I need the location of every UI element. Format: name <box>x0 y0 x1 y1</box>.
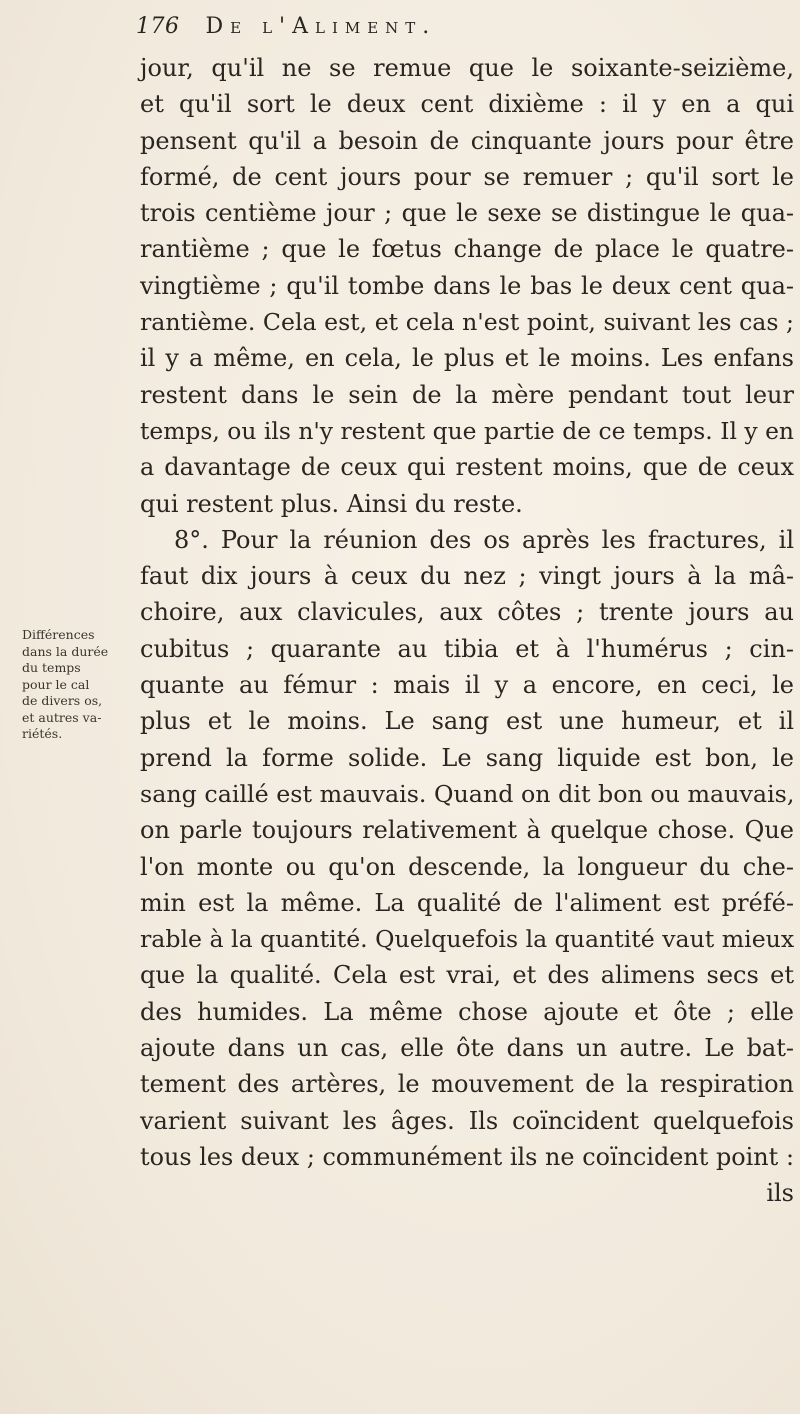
text-line: plus et le moins. Le sang est une humeur, et il <box>140 707 794 736</box>
text-line: 8°. Pour la réunion des os après les fractures, il <box>174 525 794 554</box>
text-line: tous les deux ; communément ils ne coïncident point : <box>140 1142 794 1171</box>
text-line: qui restent plus. Ainsi du reste. <box>140 489 523 518</box>
margin-note-line: et autres va- <box>22 709 102 725</box>
margin-note <box>22 627 134 743</box>
margin-note-line: riétés. <box>22 726 63 741</box>
text-line: trois centième jour ; que le sexe se distingue le qua- <box>140 199 794 228</box>
text-line: sang caillé est mauvais. Quand on dit bon ou mauvais, <box>140 779 795 808</box>
text-line: on parle toujours relativement à quelque chose. Que <box>140 816 794 845</box>
text-line: a davantage de ceux qui restent moins, que de ceux <box>140 453 794 482</box>
page-header <box>136 14 736 48</box>
text-line: rantième. Cela est, et cela n'est point, suivant les cas ; <box>140 308 794 337</box>
margin-note-line: de divers os, <box>22 693 103 708</box>
body-text <box>140 50 794 1212</box>
running-title: De l'Aliment. <box>205 14 437 39</box>
margin-note-line: pour le cal <box>22 676 90 692</box>
margin-note-line: dans la durée <box>22 643 109 659</box>
text-line: jour, qu'il ne se remue que le soixante-seizième, <box>140 54 794 82</box>
page-number: 176 <box>136 14 180 39</box>
text-line: il y a même, en cela, le plus et le moins. Les enfans <box>140 344 794 373</box>
text-line: restent dans le sein de la mère pendant tout leur <box>140 380 794 409</box>
text-line: vingtième ; qu'il tombe dans le bas le deux cent qua- <box>140 271 794 300</box>
text-line: ajoute dans un cas, elle ôte dans un autre. Le bat- <box>140 1034 794 1063</box>
text-line: rantième ; que le fœtus change de place le quatre- <box>140 235 794 264</box>
text-line: que la qualité. Cela est vrai, et des alimens secs et <box>140 961 794 990</box>
text-line: min est la même. La qualité de l'aliment est préfé- <box>140 888 794 917</box>
text-line: et qu'il sort le deux cent dixième : il y en a qui <box>140 90 794 119</box>
text-line: varient suivant les âges. Ils coïncident quelquefois <box>140 1106 794 1135</box>
text-line: tement des artères, le mouvement de la respiration <box>140 1070 794 1099</box>
margin-note-line: du temps <box>22 660 81 675</box>
catchword: ils <box>766 1179 794 1208</box>
text-line: choire, aux clavicules, aux côtes ; trente jours au <box>140 598 794 627</box>
text-line: faut dix jours à ceux du nez ; vingt jours à la mâ- <box>140 562 794 591</box>
text-line: cubitus ; quarante au tibia et à l'humérus ; cin- <box>140 634 794 663</box>
text-line: prend la forme solide. Le sang liquide est bon, le <box>140 743 794 772</box>
text-line: temps, ou ils n'y restent que partie de ce temps. Il y en <box>140 416 794 445</box>
text-line: l'on monte ou qu'on descende, la longueur du che- <box>140 852 794 881</box>
text-line: des humides. La même chose ajoute et ôte ; elle <box>140 997 794 1026</box>
text-line: rable à la quantité. Quelquefois la quantité vaut mieux <box>140 925 795 954</box>
text-line: quante au fémur : mais il y a encore, en ceci, le <box>140 671 794 700</box>
text-line: formé, de cent jours pour se remuer ; qu'il sort le <box>140 162 794 191</box>
text-line: pensent qu'il a besoin de cinquante jours pour être <box>140 126 794 155</box>
margin-note-line: Différences <box>22 627 95 642</box>
